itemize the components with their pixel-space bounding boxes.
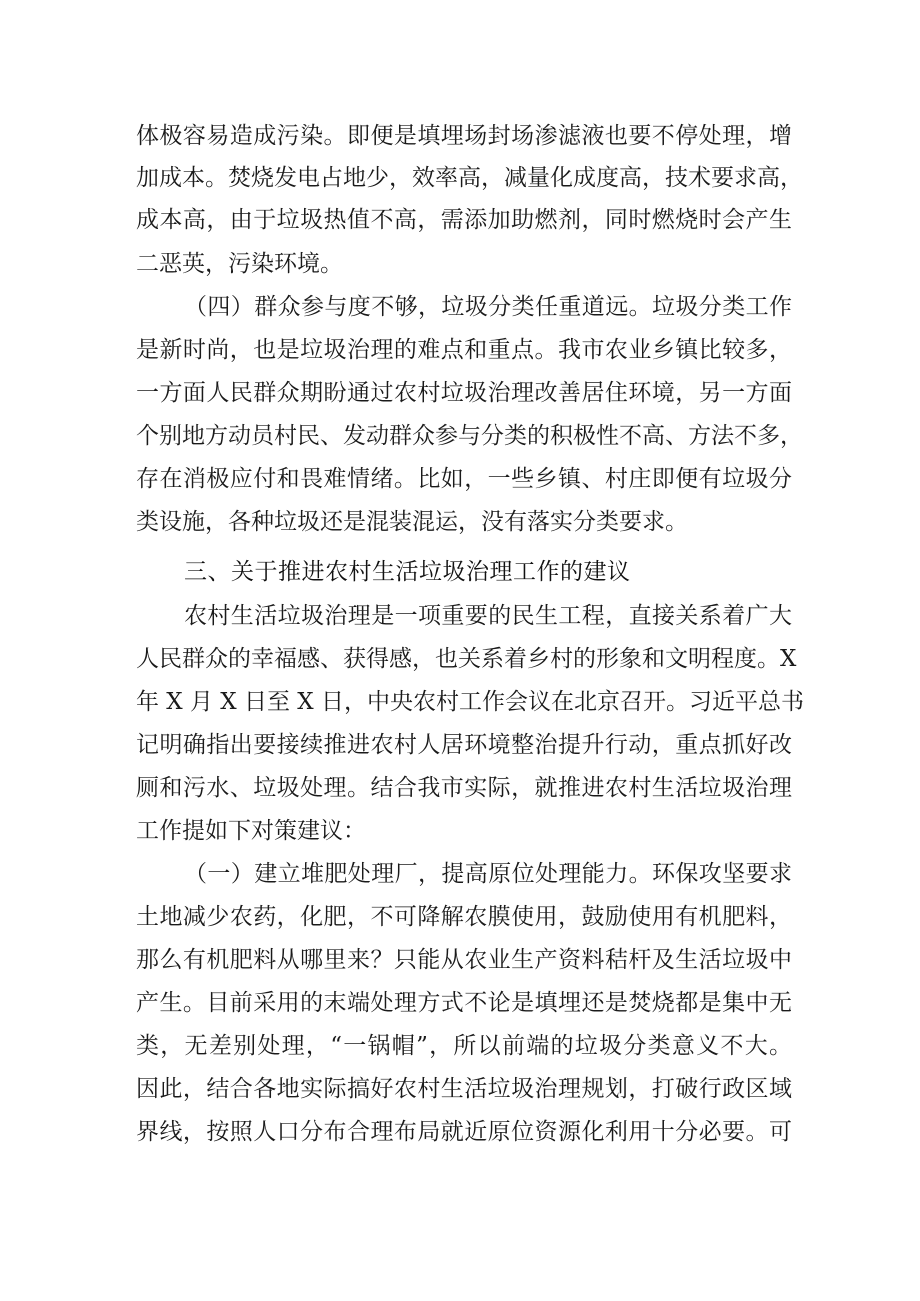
paragraph-line: 类，无差别处理，“一锅帽”，所以前端的垃圾分类意义不大。	[136, 1033, 792, 1059]
paragraph-line: 记明确指出要接续推进农村人居环境整治提升行动，重点抓好改	[136, 732, 792, 758]
paragraph-line: （一）建立堆肥处理厂，提高原位处理能力。环保攻坚要求	[184, 861, 792, 887]
paragraph-line: 个别地方动员村民、发动群众参与分类的积极性不高、方法不多，	[136, 423, 803, 449]
paragraph-line: 年 X 月 X 日至 X 日，中央农村工作会议在北京召开。习近平总书	[136, 689, 804, 715]
paragraph-line: 二恶英，污染环境。	[136, 251, 343, 277]
paragraph-line: 体极容易造成污染。即便是填埋场封场渗滤液也要不停处理，增	[136, 123, 792, 149]
paragraph-line: 那么有机肥料从哪里来？只能从农业生产资料秸杆及生活垃圾中	[136, 947, 792, 973]
paragraph-line: 因此，结合各地实际搞好农村生活垃圾治理规划，打破行政区域	[136, 1076, 792, 1102]
paragraph-line: （四）群众参与度不够，垃圾分类任重道远。垃圾分类工作	[184, 294, 792, 320]
paragraph-line: 工作提如下对策建议：	[136, 818, 366, 844]
section-heading: 三、关于推进农村生活垃圾治理工作的建议	[184, 559, 631, 585]
paragraph-line: 界线，按照人口分布合理布局就近原位资源化利用十分必要。可	[136, 1119, 792, 1145]
paragraph-line: 类设施，各种垃圾还是混装混运，没有落实分类要求。	[136, 509, 688, 535]
paragraph-line: 人民群众的幸福感、获得感，也关系着乡村的形象和文明程度。X	[136, 646, 797, 672]
paragraph-line: 是新时尚，也是垃圾治理的难点和重点。我市农业乡镇比较多，	[136, 337, 792, 363]
paragraph-line: 产生。目前采用的末端处理方式不论是填埋还是焚烧都是集中无	[136, 990, 792, 1016]
paragraph-line: 存在消极应付和畏难情绪。比如，一些乡镇、村庄即便有垃圾分	[136, 466, 792, 492]
paragraph-line: 土地减少农药，化肥，不可降解农膜使用，鼓励使用有机肥料，	[136, 904, 792, 930]
paragraph-line: 厕和污水、垃圾处理。结合我市实际，就推进农村生活垃圾治理	[136, 775, 792, 801]
paragraph-line: 一方面人民群众期盼通过农村垃圾治理改善居住环境，另一方面	[136, 380, 792, 406]
paragraph-line: 加成本。焚烧发电占地少，效率高，减量化成度高，技术要求高，	[136, 165, 803, 191]
paragraph-line: 成本高，由于垃圾热值不高，需添加助燃剂，同时燃烧时会产生	[136, 207, 792, 233]
paragraph-line: 农村生活垃圾治理是一项重要的民生工程，直接关系着广大	[184, 603, 792, 629]
